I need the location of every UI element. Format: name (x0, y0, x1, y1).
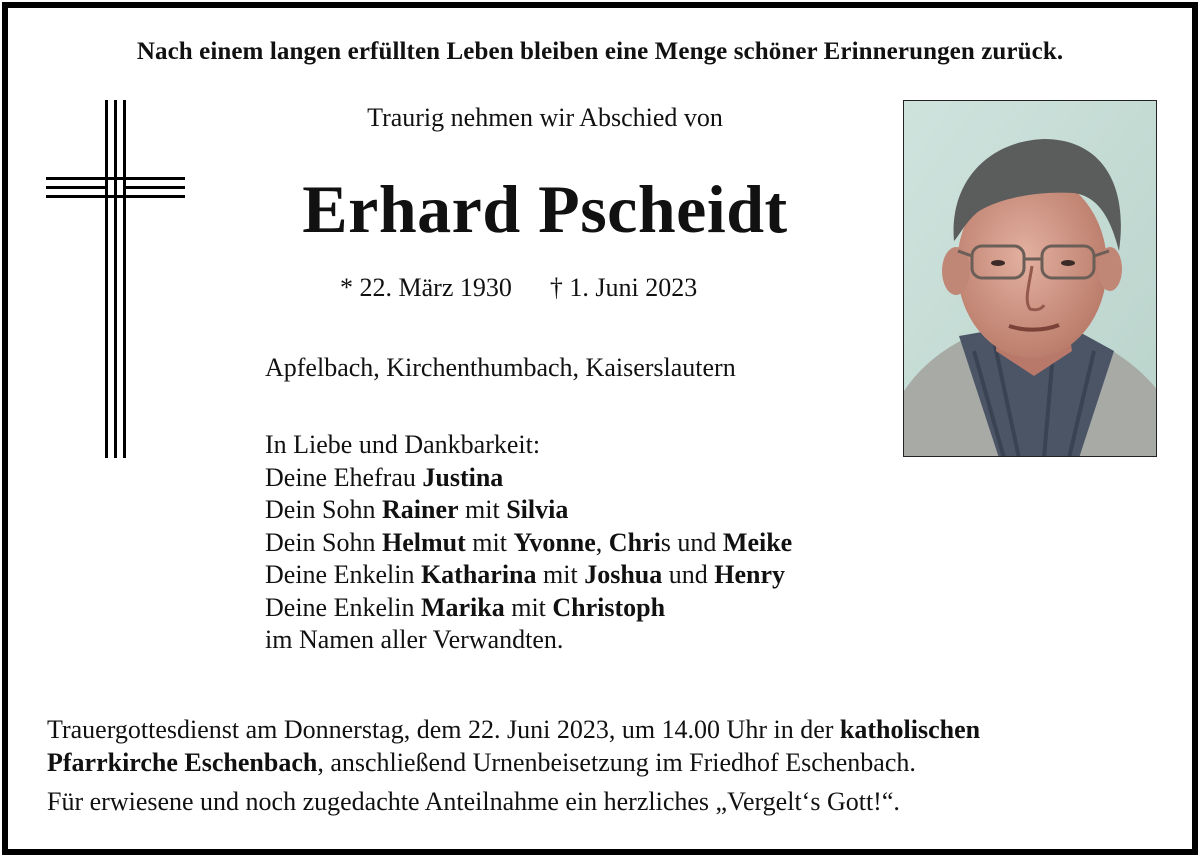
life-dates (340, 273, 697, 303)
cross-icon (46, 100, 186, 460)
birth-date: * 22. März 1930 (340, 273, 512, 302)
mourners-list (265, 429, 792, 657)
mourners-closing: im Namen aller Verwandten. (265, 625, 564, 654)
service-info (47, 713, 980, 779)
mourner-line: Deine Enkelin Marika mit Christoph (265, 592, 666, 622)
death-date: † 1. Juni 2023 (549, 273, 698, 302)
portrait-photo (903, 100, 1157, 457)
mourner-line: Deine Ehefrau Justina (265, 462, 504, 492)
thanks-text: Für erwiesene und noch zugedachte Anteilnahme ein herzliches „Vergelt‘s Gott!“. (47, 787, 900, 816)
places: Apfelbach, Kirchenthumbach, Kaiserslautern (265, 353, 736, 382)
headline: Nach einem langen erfüllten Leben bleiben eine Menge schöner Erinnerungen zurück. (136, 38, 1064, 65)
service-line: Pfarrkirche Eschenbach, anschließend Urnenbeisetzung im Friedhof Eschenbach. (47, 748, 916, 777)
mourners-intro: In Liebe und Dankbarkeit: (265, 430, 541, 459)
mourner-line: Dein Sohn Helmut mit Yvonne, Chris und Meike (265, 527, 793, 557)
mourner-line: Deine Enkelin Katharina mit Joshua und Henry (265, 560, 786, 589)
deceased-name: Erhard Pscheidt (302, 171, 788, 247)
service-line: Trauergottesdienst am Donnerstag, dem 22. Juni 2023, um 14.00 Uhr in der katholischen (47, 715, 981, 744)
intro-text: Traurig nehmen wir Abschied von (367, 103, 723, 132)
mourner-line: Dein Sohn Rainer mit Silvia (265, 495, 569, 524)
